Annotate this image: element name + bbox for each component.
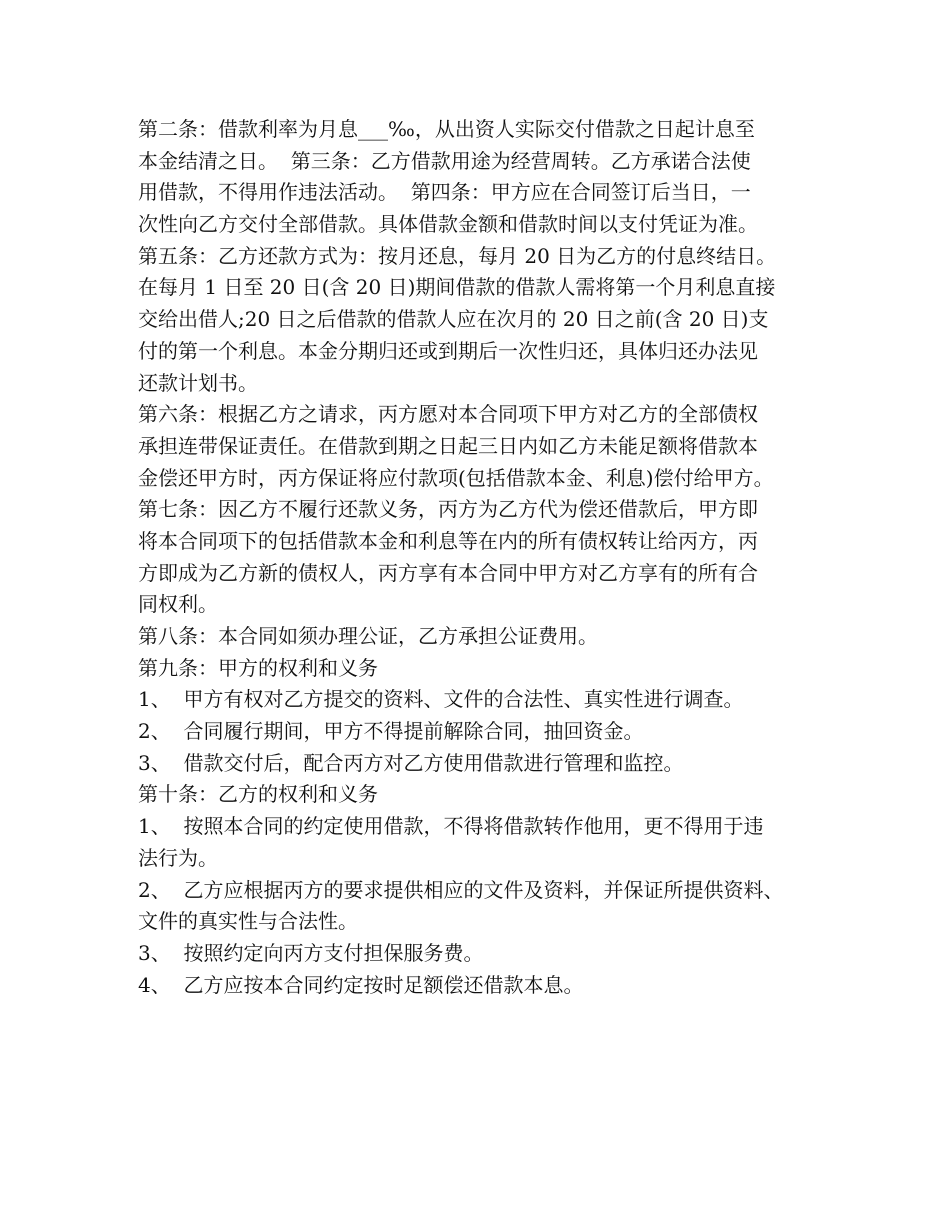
text-line: 将本合同项下的包括借款本金和利息等在内的所有债权转让给丙方，丙 xyxy=(138,528,758,553)
text-line: 第八条：本合同如须办理公证，乙方承担公证费用。 xyxy=(138,624,598,648)
text-line: 还款计划书。 xyxy=(138,370,258,395)
text-line: 1、 按照本合同的约定使用借款，不得将借款转作他用，更不得用于违 xyxy=(138,814,764,839)
text-line: 第十条：乙方的权利和义务 xyxy=(138,782,378,807)
text-line: 承担连带保证责任。在借款到期之日起三日内如乙方未能足额将借款本 xyxy=(138,433,758,458)
text-line: 第七条：因乙方不履行还款义务，丙方为乙方代为偿还借款后，甲方即 xyxy=(138,497,758,522)
text-line: 第二条：借款利率为月息___‰，从出资人实际交付借款之日起计息至 xyxy=(138,117,755,141)
text-line: 在每月 1 日至 20 日(含 20 日)期间借款的借款人需将第一个月利息直接 xyxy=(138,275,776,300)
text-line: 1、 甲方有权对乙方提交的资料、文件的合法性、真实性进行调查。 xyxy=(138,687,744,712)
text-line: 第六条：根据乙方之请求，丙方愿对本合同项下甲方对乙方的全部债权 xyxy=(138,402,758,427)
text-line: 第九条：甲方的权利和义务 xyxy=(138,655,378,680)
text-line: 3、 按照约定向丙方支付担保服务费。 xyxy=(138,940,484,965)
text-line: 法行为。 xyxy=(138,845,218,870)
text-line: 付的第一个利息。本金分期归还或到期后一次性归还，具体归还办法见 xyxy=(138,338,758,363)
text-line: 第五条：乙方还款方式为：按月还息，每月 20 日为乙方的付息终结日。 xyxy=(138,243,777,268)
text-line: 用借款，不得用作违法活动。 第四条：甲方应在合同签订后当日，一 xyxy=(138,180,751,205)
text-line: 2、 合同履行期间，甲方不得提前解除合同，抽回资金。 xyxy=(138,719,644,744)
text-line: 本金结清之日。 第三条：乙方借款用途为经营周转。乙方承诺合法使 xyxy=(138,148,751,173)
text-line: 3、 借款交付后，配合丙方对乙方使用借款进行管理和监控。 xyxy=(138,750,684,775)
text-line: 2、 乙方应根据丙方的要求提供相应的文件及资料，并保证所提供资料、 xyxy=(138,877,784,902)
text-line: 金偿还甲方时，丙方保证将应付款项(包括借款本金、利息)偿付给甲方。 xyxy=(138,465,774,490)
text-line: 文件的真实性与合法性。 xyxy=(138,909,358,934)
text-line: 交给出借人;20 日之后借款的借款人应在次月的 20 日之前(含 20 日)支 xyxy=(138,307,769,332)
text-line: 方即成为乙方新的债权人，丙方享有本合同中甲方对乙方享有的所有合 xyxy=(138,560,758,585)
text-line: 次性向乙方交付全部借款。具体借款金额和借款时间以支付凭证为准。 xyxy=(138,212,758,237)
text-line: 同权利。 xyxy=(138,592,218,617)
text-line: 4、 乙方应按本合同约定按时足额偿还借款本息。 xyxy=(138,972,584,997)
contract-text-body xyxy=(138,114,838,1001)
